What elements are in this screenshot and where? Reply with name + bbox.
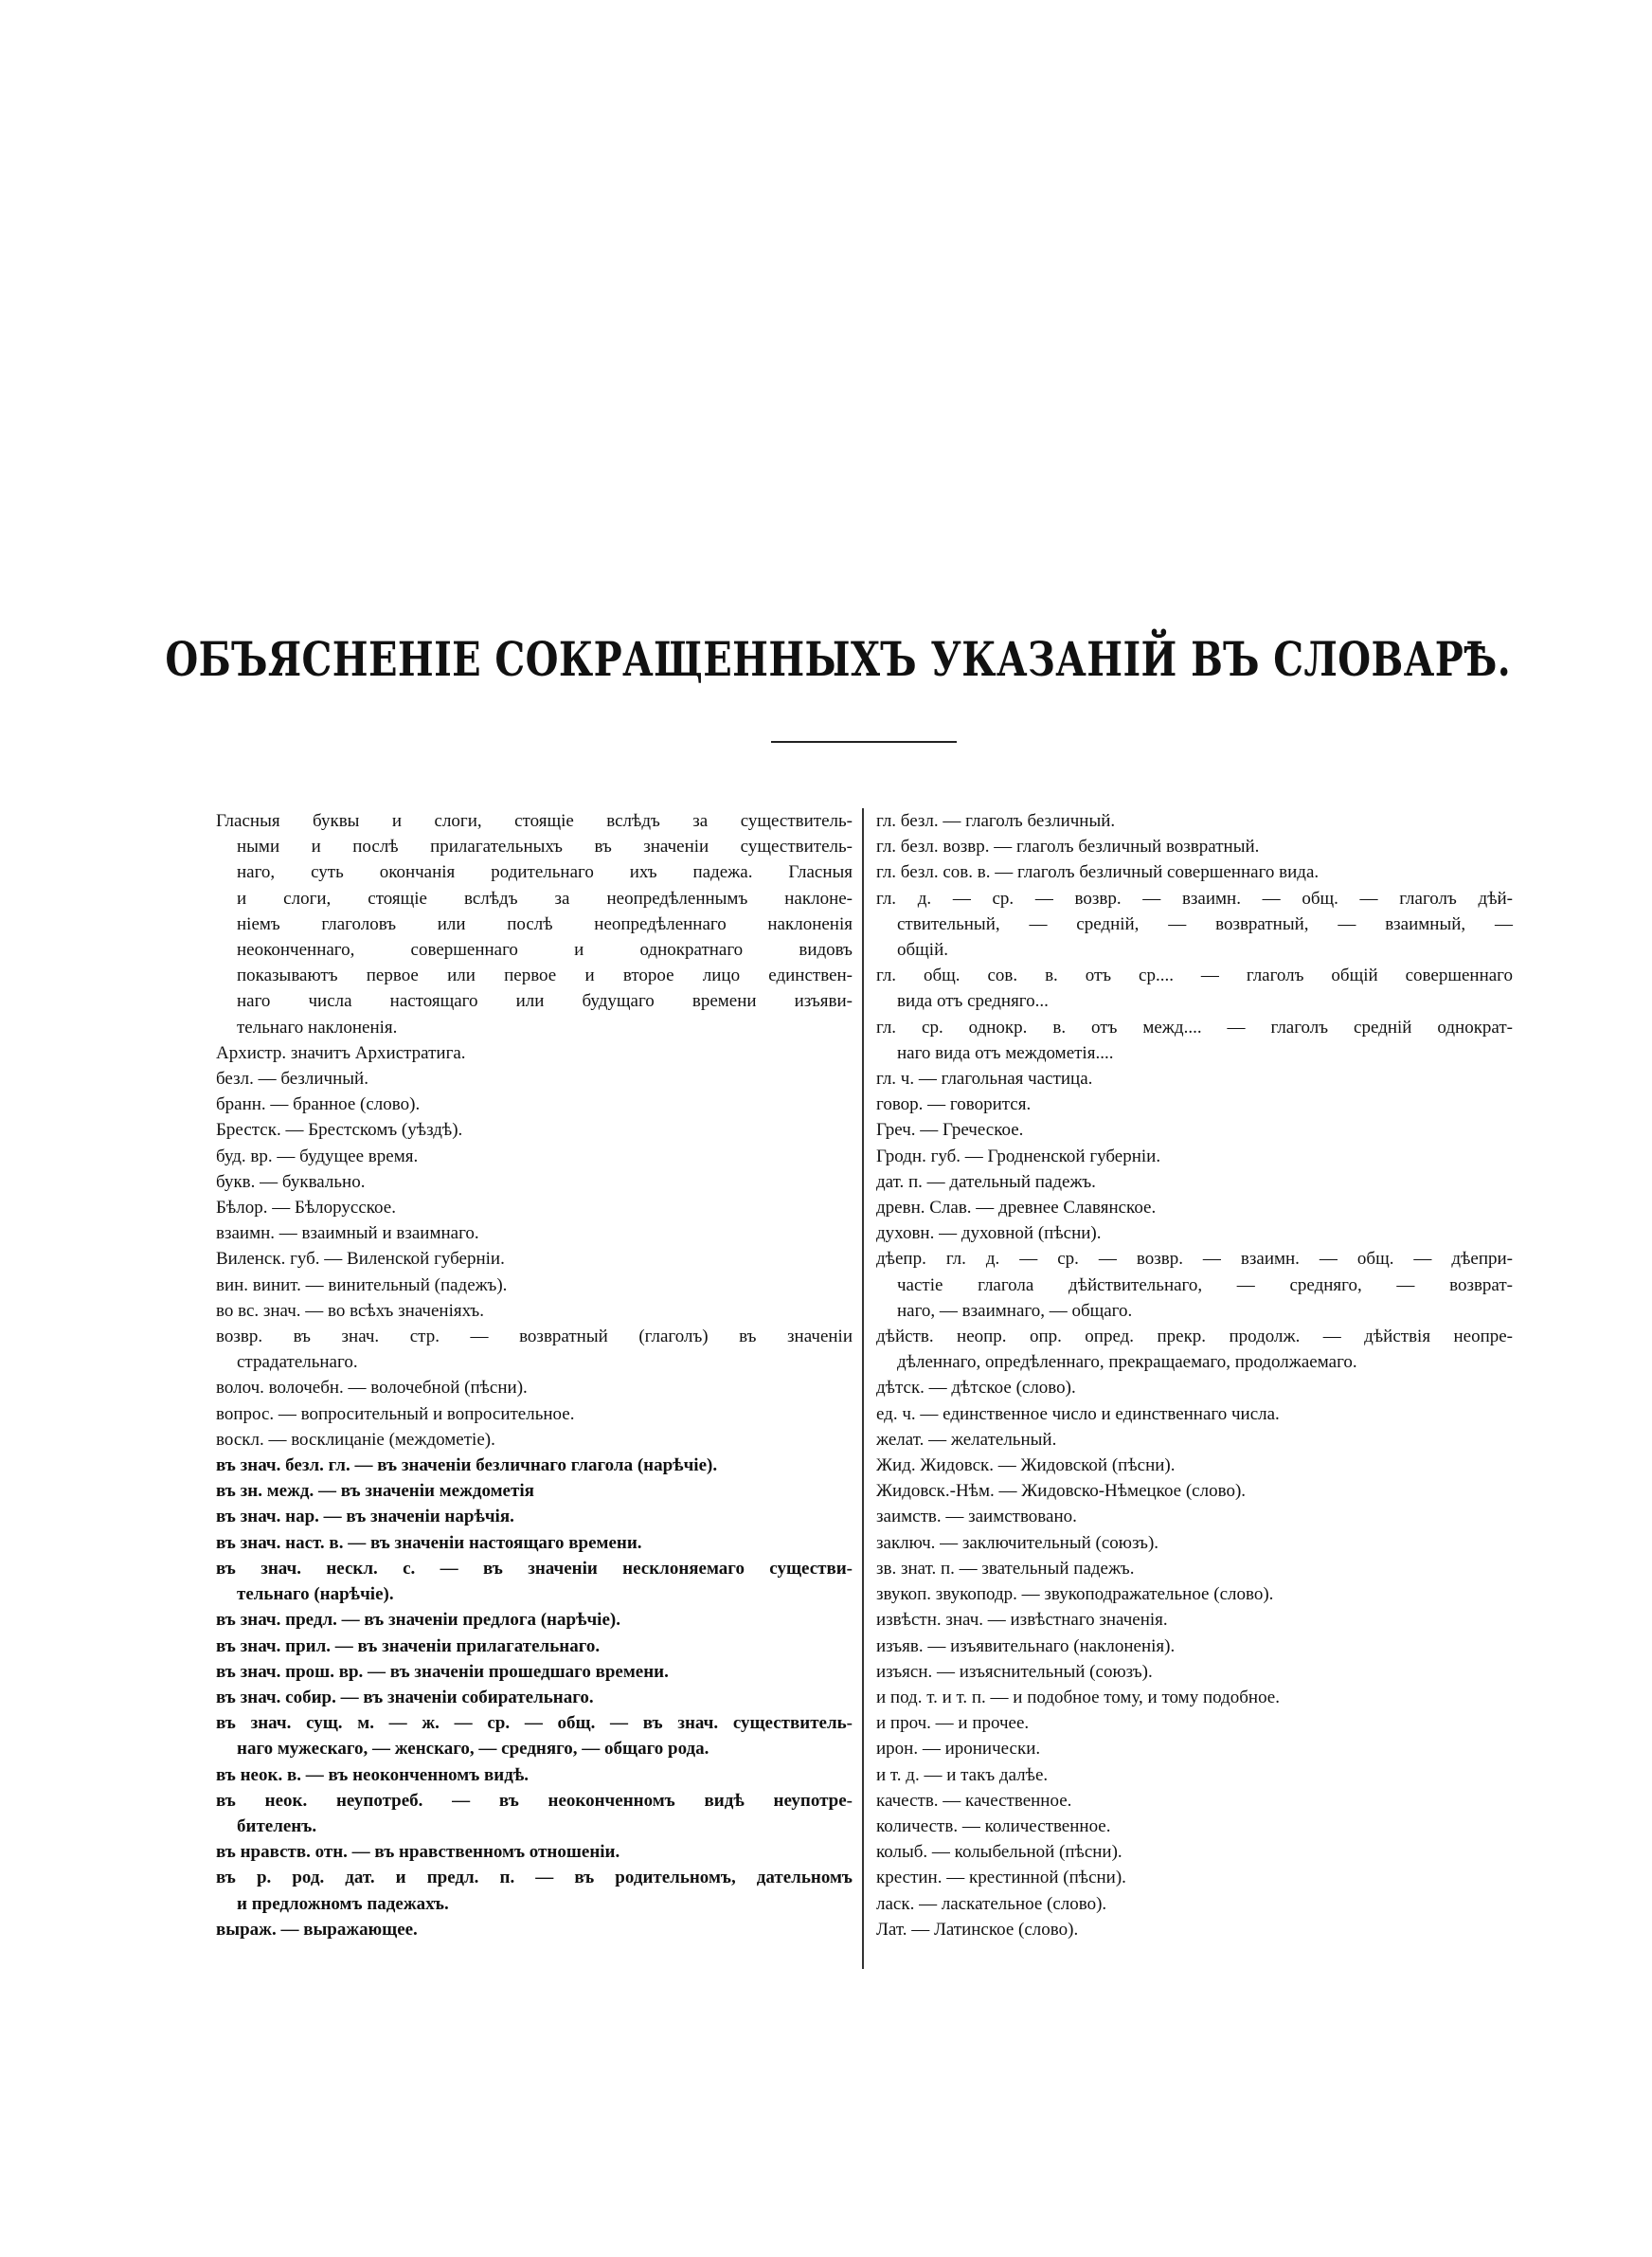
abbreviation-entry (216, 1504, 853, 1529)
abbreviation-entry (216, 1659, 853, 1685)
entry-continuation-line: показываютъ первое или первое и второе лицо единствен- (237, 966, 853, 986)
entry-line: въ знач. прош. вр. — въ значеніи прошедшаго времени. (216, 1661, 669, 1682)
entry-line: Лат. — Латинское (слово). (876, 1919, 1079, 1940)
entry-line: дѣйств. неопр. опр. опред. прекр. продолж. — дѣйствія неопре- (876, 1327, 1513, 1347)
entry-line: въ р. род. дат. и предл. п. — въ родительномъ, дательномъ (216, 1868, 853, 1888)
abbreviation-entry (876, 1839, 1513, 1865)
entry-line: букв. — буквально. (216, 1171, 366, 1192)
entry-line: безл. — безличный. (216, 1069, 368, 1090)
abbreviation-entry (876, 1556, 1513, 1581)
entry-line: Брестск. — Брестскомъ (уѣздѣ). (216, 1120, 463, 1141)
entry-line: и проч. — и прочее. (876, 1713, 1030, 1734)
entry-line: дѣтск. — дѣтское (слово). (876, 1378, 1076, 1399)
abbreviation-column-left (216, 808, 853, 1942)
abbreviation-entry (876, 1659, 1513, 1685)
abbreviation-entry (876, 1710, 1513, 1736)
entry-line: крестин. — крестинной (пѣсни). (876, 1868, 1126, 1888)
entry-line: въ знач. наст. в. — въ значеніи настоящаго времени. (216, 1532, 642, 1553)
entry-continuation-line: тельнаго наклоненія. (237, 1017, 398, 1038)
entry-continuation-line: и предложномъ падежахъ. (237, 1893, 449, 1914)
entry-line: гл. безл. сов. в. — глаголъ безличный совершеннаго вида. (876, 862, 1320, 883)
abbreviation-entry (216, 1478, 853, 1504)
abbreviation-entry (216, 1401, 853, 1427)
abbreviation-entry (216, 1169, 853, 1195)
entry-line: качеств. — качественное. (876, 1790, 1072, 1811)
entry-line: въ знач. предл. — въ значеніи предлога (нарѣчіе). (216, 1610, 620, 1631)
entry-continuation-line: наго вида отъ междометія.... (897, 1042, 1114, 1063)
entry-line: желат. — желательный. (876, 1429, 1057, 1450)
abbreviation-entry (216, 1092, 853, 1117)
abbreviation-entry (216, 1710, 853, 1761)
title-underline (771, 741, 957, 743)
entry-line: во вс. знач. — во всѣхъ значеніяхъ. (216, 1300, 484, 1321)
abbreviation-entry (876, 859, 1513, 885)
entry-line: взаимн. — взаимный и взаимнаго. (216, 1223, 479, 1244)
entry-continuation-line: бителенъ. (237, 1815, 317, 1836)
entry-continuation-line: наго, — взаимнаго, — общаго. (897, 1300, 1133, 1321)
abbreviation-entry (216, 1685, 853, 1710)
entry-line: изъяв. — изъявительнаго (наклоненія). (876, 1635, 1176, 1656)
entry-line: воскл. — восклицаніе (междометіе). (216, 1429, 495, 1450)
entry-line: въ знач. безл. гл. — въ значеніи безличнаго глагола (нарѣчіе). (216, 1455, 718, 1476)
abbreviation-entry (216, 1634, 853, 1659)
abbreviation-entry (876, 963, 1513, 1014)
entry-line: въ зн. межд. — въ значеніи междометія (216, 1481, 534, 1502)
abbreviation-entry (216, 1066, 853, 1092)
abbreviation-entry (876, 1891, 1513, 1917)
entry-line: въ знач. сущ. м. — ж. — ср. — общ. — въ знач. существитель- (216, 1713, 853, 1734)
abbreviation-entry (216, 1298, 853, 1324)
entry-line: гл. ч. — глагольная частица. (876, 1069, 1093, 1090)
abbreviation-entry (876, 1375, 1513, 1400)
abbreviation-entry (216, 1040, 853, 1066)
abbreviation-entry (876, 1066, 1513, 1092)
abbreviation-entry (876, 1220, 1513, 1246)
abbreviation-entry (216, 1530, 853, 1556)
abbreviation-entry (216, 1195, 853, 1220)
abbreviation-column-right (876, 808, 1513, 1942)
entry-line: ирон. — иронически. (876, 1739, 1041, 1760)
abbreviation-entry (876, 1453, 1513, 1478)
abbreviation-entry (876, 1685, 1513, 1710)
entry-continuation-line: дѣленнаго, опредѣленнаго, прекращаемаго, продолжаемаго. (897, 1352, 1357, 1373)
abbreviation-entry (216, 1788, 853, 1839)
abbreviation-entry (216, 1246, 853, 1272)
abbreviation-entry (216, 1453, 853, 1478)
entry-line: извѣстн. знач. — извѣстнаго значенія. (876, 1610, 1168, 1631)
entry-continuation-line: наго мужескаго, — женскаго, — средняго, — общаго рода. (237, 1739, 709, 1760)
entry-continuation-line: ствительный, — средній, — возвратный, — взаимный, — (897, 913, 1513, 934)
abbreviation-entry (876, 1324, 1513, 1375)
entry-line: Гласныя буквы и слоги, стоящіе вслѣдъ за существитель- (216, 811, 853, 831)
entry-line: Бѣлор. — Бѣлорусское. (216, 1198, 396, 1219)
entry-line: гл. безл. возвр. — глаголъ безличный возвратный. (876, 837, 1260, 858)
entry-line: бранн. — бранное (слово). (216, 1094, 421, 1115)
abbreviation-entry (216, 1144, 853, 1169)
entry-line: дат. п. — дательный падежъ. (876, 1171, 1096, 1192)
abbreviation-entry (876, 1169, 1513, 1195)
entry-line: звукоп. звукоподр. — звукоподражательное (слово). (876, 1584, 1274, 1605)
entry-line: заключ. — заключительный (союзъ). (876, 1532, 1159, 1553)
abbreviation-entry (876, 1762, 1513, 1788)
entry-line: и под. т. и т. п. — и подобное тому, и тому подобное. (876, 1687, 1280, 1707)
entry-line: колыб. — колыбельной (пѣсни). (876, 1842, 1122, 1863)
abbreviation-entry (876, 1117, 1513, 1143)
entry-line: заимств. — заимствовано. (876, 1507, 1077, 1527)
entry-line: выраж. — выражающее. (216, 1919, 418, 1940)
abbreviation-entry (876, 1736, 1513, 1761)
entry-line: волоч. волочебн. — волочебной (пѣсни). (216, 1378, 528, 1399)
abbreviation-entry (876, 1427, 1513, 1453)
entry-line: въ неок. неупотреб. — въ неоконченномъ видѣ неупотре- (216, 1790, 853, 1811)
abbreviation-entry (216, 808, 853, 1040)
entry-continuation-line: наго числа настоящаго или будущаго времени изъяви- (237, 991, 853, 1012)
abbreviation-entry (876, 1634, 1513, 1659)
entry-line: Жид. Жидовск. — Жидовской (пѣсни). (876, 1455, 1176, 1476)
abbreviation-entry (876, 1092, 1513, 1117)
abbreviation-entry (216, 1839, 853, 1865)
abbreviation-entry (876, 1504, 1513, 1529)
abbreviation-entry (216, 1117, 853, 1143)
entry-continuation-line: частіе глагола дѣйствительнаго, — средняго, — возврат- (897, 1274, 1513, 1295)
abbreviation-entry (876, 1607, 1513, 1633)
entry-continuation-line: ными и послѣ прилагательныхъ въ значеніи существитель- (237, 837, 853, 858)
entry-line: въ знач. собир. — въ значеніи собирательнаго. (216, 1687, 594, 1707)
entry-line: Греч. — Греческое. (876, 1120, 1024, 1141)
abbreviation-entry (876, 1917, 1513, 1942)
abbreviation-entry (216, 1375, 853, 1400)
entry-continuation-line: общій. (897, 940, 948, 961)
abbreviation-entry (876, 1865, 1513, 1890)
abbreviation-entry (876, 1478, 1513, 1504)
entry-line: дѣепр. гл. д. — ср. — возвр. — взаимн. — общ. — дѣепри- (876, 1249, 1513, 1270)
column-divider (862, 808, 864, 1969)
entry-line: въ знач. нар. — въ значеніи нарѣчія. (216, 1507, 514, 1527)
abbreviation-entry (216, 1556, 853, 1607)
entry-line: духовн. — духовной (пѣсни). (876, 1223, 1102, 1244)
entry-continuation-line: ніемъ глаголовъ или послѣ неопредѣленнаго наклоненія (237, 913, 853, 934)
entry-continuation-line: и слоги, стоящіе вслѣдъ за неопредѣленнымъ наклоне- (237, 888, 853, 909)
entry-line: ед. ч. — единственное число и единственнаго числа. (876, 1403, 1280, 1424)
entry-continuation-line: страдательнаго. (237, 1352, 358, 1373)
entry-continuation-line: тельнаго (нарѣчіе). (237, 1584, 394, 1605)
entry-line: въ знач. нескл. с. — въ значеніи несклоняемаго существи- (216, 1558, 853, 1579)
abbreviation-entry (876, 1144, 1513, 1169)
entry-line: Виленск. губ. — Виленской губерніи. (216, 1249, 505, 1270)
abbreviation-entry (876, 1581, 1513, 1607)
entry-continuation-line: вида отъ средняго... (897, 991, 1049, 1012)
entry-line: возвр. въ знач. стр. — возвратный (глаголъ) въ значеніи (216, 1327, 853, 1347)
page-title: ОБЪЯСНЕНІЕ СОКРАЩЕННЫХЪ УКАЗАНІЙ ВЪ СЛОВАРѢ. (165, 631, 1512, 687)
entry-line: гл. д. — ср. — возвр. — взаимн. — общ. — глаголъ дѣй- (876, 888, 1513, 909)
abbreviation-entry (876, 808, 1513, 834)
entry-line: въ нравств. отн. — въ нравственномъ отношеніи. (216, 1842, 620, 1863)
abbreviation-entry (876, 1195, 1513, 1220)
abbreviation-entry (876, 1246, 1513, 1324)
entry-line: вин. винит. — винительный (падежъ). (216, 1274, 508, 1295)
entry-line: въ знач. прил. — въ значеніи прилагательнаго. (216, 1635, 601, 1656)
entry-line: гл. общ. сов. в. отъ ср.... — глаголъ общій совершеннаго (876, 966, 1513, 986)
entry-line: Гродн. губ. — Гродненской губерніи. (876, 1146, 1161, 1166)
abbreviation-entry (216, 1220, 853, 1246)
abbreviation-entry (876, 886, 1513, 964)
abbreviation-entry (216, 1273, 853, 1298)
entry-continuation-line: наго, суть окончанія родительнаго ихъ падежа. Гласныя (237, 862, 853, 883)
abbreviation-entry (216, 1762, 853, 1788)
abbreviation-entry (216, 1427, 853, 1453)
entry-line: количеств. — количественное. (876, 1815, 1111, 1836)
entry-line: Архистр. значитъ Архистратига. (216, 1042, 466, 1063)
abbreviation-entry (216, 1607, 853, 1633)
abbreviation-entry (876, 1814, 1513, 1839)
abbreviation-entry (876, 1530, 1513, 1556)
abbreviation-entry (216, 1917, 853, 1942)
entry-continuation-line: неоконченнаго, совершеннаго и однократнаго видовъ (237, 940, 853, 961)
entry-line: Жидовск.-Нѣм. — Жидовско-Нѣмецкое (слово). (876, 1481, 1247, 1502)
entry-line: въ неок. в. — въ неоконченномъ видѣ. (216, 1764, 530, 1785)
entry-line: говор. — говорится. (876, 1094, 1032, 1115)
entry-line: древн. Слав. — древнее Славянское. (876, 1198, 1157, 1219)
entry-line: изъясн. — изъяснительный (союзъ). (876, 1661, 1153, 1682)
entry-line: зв. знат. п. — звательный падежъ. (876, 1558, 1135, 1579)
entry-line: гл. ср. однокр. в. отъ межд.... — глаголъ средній однократ- (876, 1017, 1513, 1038)
entry-line: гл. безл. — глаголъ безличный. (876, 811, 1116, 831)
entry-line: буд. вр. — будущее время. (216, 1146, 419, 1166)
abbreviation-entry (876, 1401, 1513, 1427)
abbreviation-entry (876, 1788, 1513, 1814)
entry-line: ласк. — ласкательное (слово). (876, 1893, 1107, 1914)
entry-line: и т. д. — и такъ далѣе. (876, 1764, 1049, 1785)
abbreviation-entry (876, 834, 1513, 859)
entry-line: вопрос. — вопросительный и вопросительное. (216, 1403, 575, 1424)
abbreviation-entry (216, 1324, 853, 1375)
abbreviation-entry (876, 1015, 1513, 1066)
abbreviation-entry (216, 1865, 853, 1916)
